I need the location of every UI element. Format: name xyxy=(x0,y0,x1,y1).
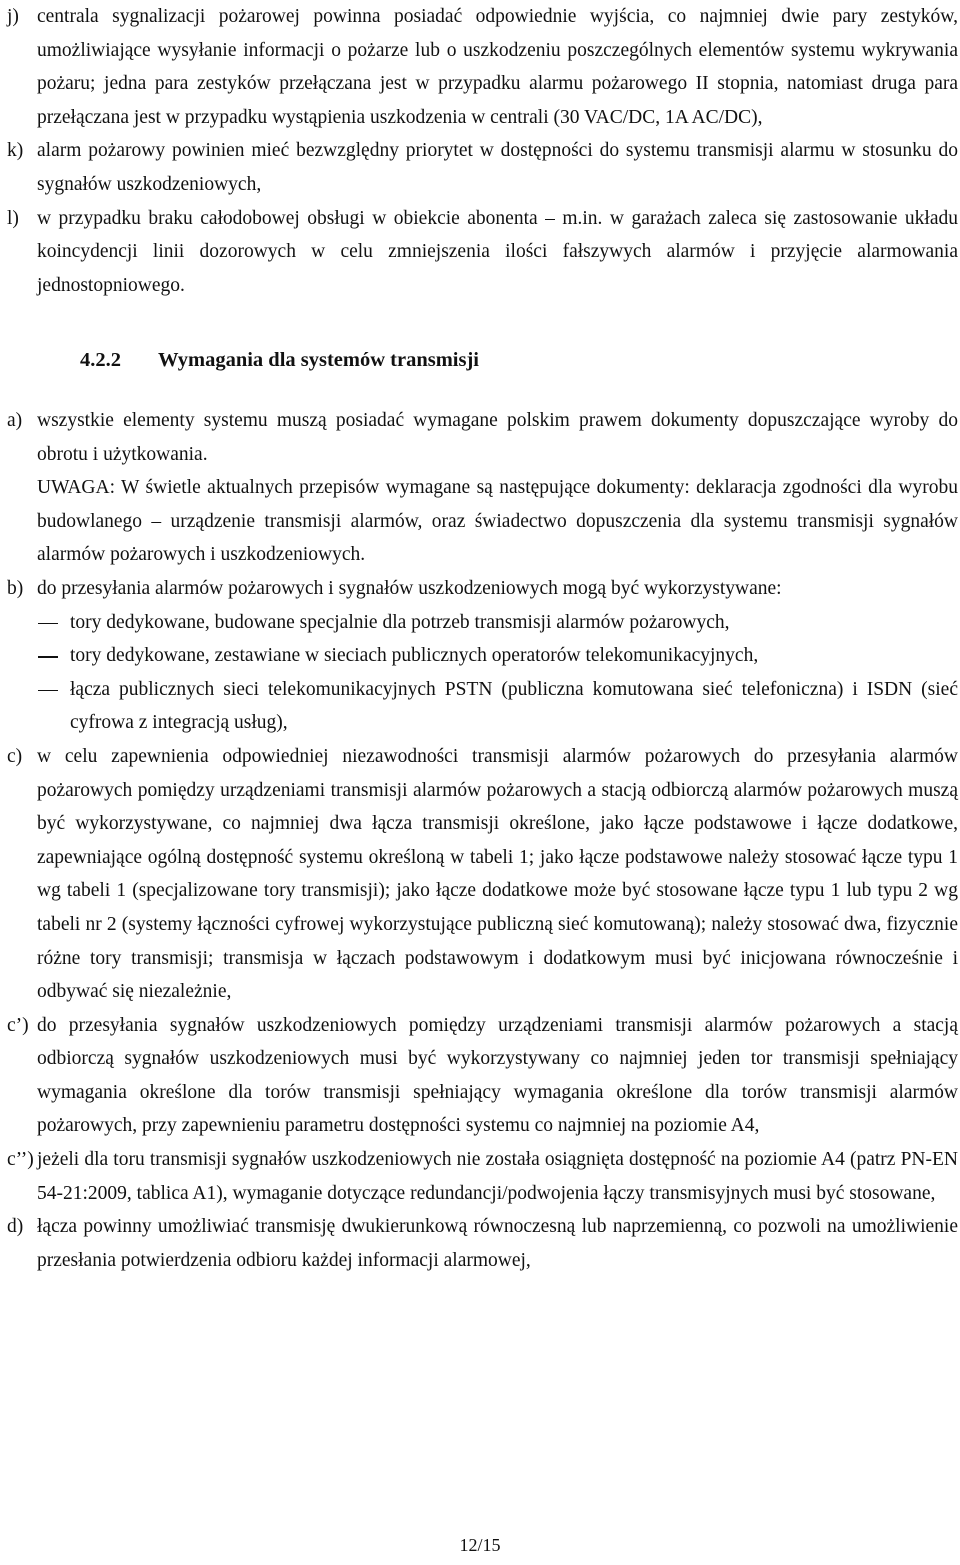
item-marker: d) xyxy=(7,1216,24,1238)
page-number: 12/15 xyxy=(459,1535,501,1555)
list-item-c-prime xyxy=(7,1009,958,1143)
list-top xyxy=(7,0,958,302)
section-heading xyxy=(80,344,479,377)
item-marker: j) xyxy=(7,6,19,27)
item-marker: c’) xyxy=(7,1014,29,1036)
dash-text: tory dedykowane, zestawiane w sieciach publicznych operatorów telekomunikacyjnych, xyxy=(70,645,759,667)
list-item-k xyxy=(7,134,958,201)
section-title: Wymagania dla systemów transmisji xyxy=(158,349,479,371)
list-item-d xyxy=(7,1210,958,1277)
list-item-c-double-prime xyxy=(7,1143,958,1210)
item-marker: c’’) xyxy=(7,1149,34,1171)
item-text: alarm pożarowy powinien mieć bezwzględny priorytet w dostępności do systemu transmisji alarmu w stosunku do sygnałów uszkodzeniowych, xyxy=(37,140,958,195)
dash-text: tory dedykowane, budowane specjalnie dla potrzeb transmisji alarmów pożarowych, xyxy=(70,611,730,633)
list-item-l xyxy=(7,202,958,303)
list-item-b xyxy=(7,572,958,606)
list-item-c xyxy=(7,740,958,1009)
item-text: centrala sygnalizacji pożarowej powinna posiadać odpowiednie wyjścia, co najmniej dwie pary zestyków, umożliwiające wysyłanie informacji o pożarze lub o uszkodzeniu poszczególnych elementów systemu wykrywania pożaru; jedna para zestyków przełączana jest w przypadku alarmu pożarowego II stopnia, natomiast druga para przełączana jest w przypadku wystąpienia uszkodzenia w centrali (30 VAC/DC, 1A AC/DC), xyxy=(37,6,958,128)
item-text: do przesyłania sygnałów uszkodzeniowych pomiędzy urządzeniami transmisji alarmów pożarowych a stacją odbiorczą sygnałów uszkodzeniowych musi być wykorzystywany co najmniej jeden tor transmisji spełniający wymagania określone dla torów transmisji spełniający wymagania określone dla torów transmisji alarmów pożarowych, przy zapewnieniu parametru dostępności systemu co najmniej na poziomie A4, xyxy=(37,1014,958,1137)
item-text: w celu zapewnienia odpowiedniej niezawodności transmisji alarmów pożarowych do przesyłania alarmów pożarowych pomiędzy urządzeniami transmisji alarmów pożarowych a stacją odbiorczą alarmów pożarowych muszą być wykorzystywane, co najmniej dwa łącza transmisji określone, jako łącze podstawowe i łącze dodatkowe, zapewniające ogólną dostępność systemu określoną w tabeli 1; jako łącze podstawowe należy stosować łącze typu 1 wg tabeli 1 (specjalizowane tory transmisji); jako łącze dodatkowe może być stosowane łącze typu 1 lub typu 2 wg tabeli nr 2 (systemy łączności cyfrowej wykorzystujące publiczną sieć komutowaną); należy stosować dwa, fizycznie różne tory transmisji; transmisja w łączach podstawowym i dodatkowym musi być inicjowana równocześnie i odbywać się niezależnie, xyxy=(37,745,958,1003)
list-item-a xyxy=(7,404,958,471)
dash-item xyxy=(37,606,958,640)
dash-bullet-icon xyxy=(37,673,70,707)
dash-text: łącza publicznych sieci telekomunikacyjnych PSTN (publiczna komutowana sieć telefoniczna) i ISDN (sieć cyfrowa z integracją usług), xyxy=(70,678,958,734)
list-main xyxy=(7,404,958,1277)
item-text: łącza powinny umożliwiać transmisję dwukierunkową równoczesną lub naprzemienną, co pozwoli na umożliwienie przesłania potwierdzenia odbioru każdej informacji alarmowej, xyxy=(37,1216,958,1271)
item-marker: l) xyxy=(7,207,19,229)
list-item-j xyxy=(7,0,958,134)
item-marker: a) xyxy=(7,410,23,431)
dash-list xyxy=(7,606,958,740)
item-marker: c) xyxy=(7,745,23,767)
section-number: 4.2.2 xyxy=(80,349,121,371)
item-text: w przypadku braku całodobowej obsługi w obiekcie abonenta – m.in. w garażach zaleca się zastosowanie układu koincydencji linii dozorowych w celu zmniejszenia ilości fałszywych alarmów i przyjęcie alarmowania jednostopniowego. xyxy=(37,207,958,296)
item-text: wszystkie elementy systemu muszą posiadać wymagane polskim prawem dokumenty dopuszczające wyroby do obrotu i użytkowania. xyxy=(37,410,958,465)
dash-bullet-icon xyxy=(37,606,70,640)
item-marker: k) xyxy=(7,140,24,162)
dash-item xyxy=(37,673,958,740)
item-text: do przesyłania alarmów pożarowych i sygnałów uszkodzeniowych mogą być wykorzystywane: xyxy=(37,577,782,599)
dash-bullet-icon xyxy=(37,639,70,673)
note-paragraph: UWAGA: W świetle aktualnych przepisów wymagane są następujące dokumenty: deklaracja zgodności dla wyrobu budowlanego – urządzenie transmisji alarmów, oraz świadectwo dopuszczenia dla systemu transmisji sygnałów alarmów pożarowych i uszkodzeniowych. xyxy=(37,477,958,566)
item-text: jeżeli dla toru transmisji sygnałów uszkodzeniowych nie została osiągnięta dostępność na poziomie A4 (patrz PN-EN 54-21:2009, tablica A1), wymaganie dotyczące redundancji/podwojenia łączy transmisyjnych musi być stosowane, xyxy=(37,1149,958,1204)
item-marker: b) xyxy=(7,577,24,599)
dash-item xyxy=(37,639,958,673)
